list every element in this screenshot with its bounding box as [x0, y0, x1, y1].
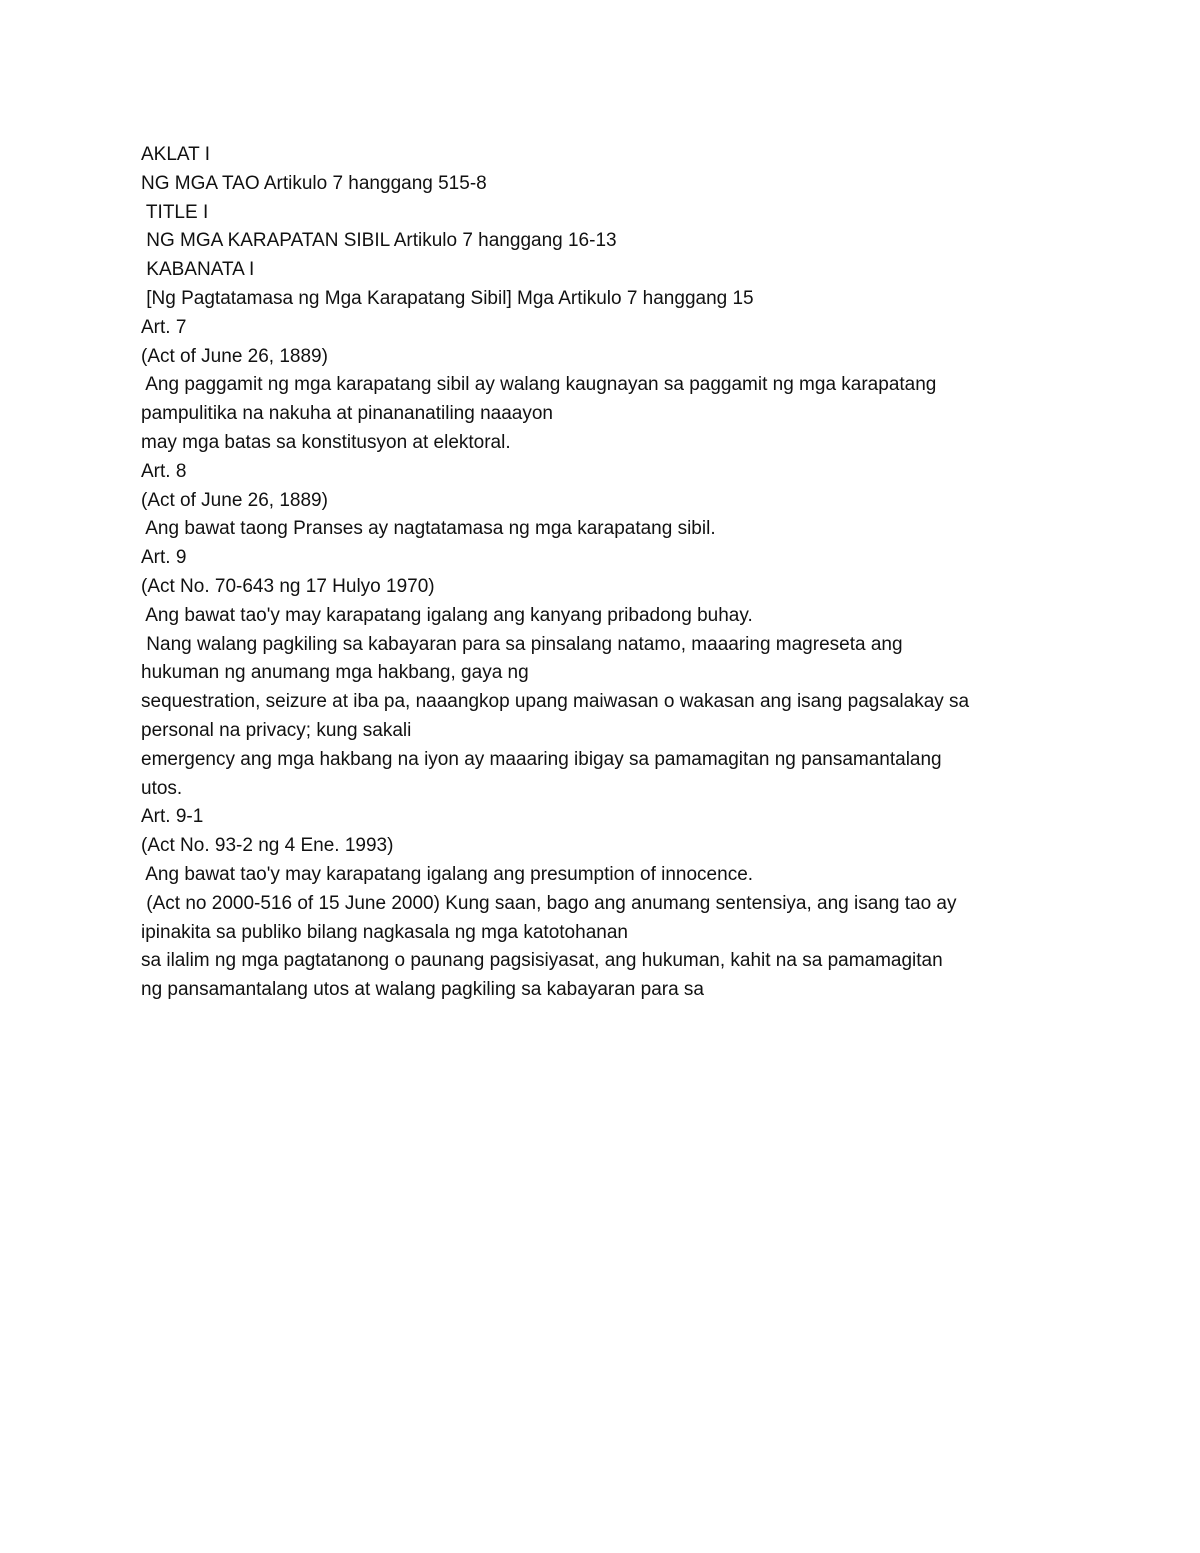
article-9-source: (Act No. 70-643 ng 17 Hulyo 1970) [141, 575, 435, 597]
article-7-text: Ang paggamit ng mga karapatang sibil ay walang kaugnayan sa paggamit ng mga karapatang [141, 374, 937, 396]
article-9-text: utos. [141, 777, 183, 799]
chapter-heading: KABANATA I [141, 259, 255, 281]
article-8-source: (Act of June 26, 1889) [141, 489, 328, 511]
article-9-text: Ang bawat tao'y may karapatang igalang ang kanyang pribadong buhay. [141, 604, 753, 626]
article-7-text: may mga batas sa konstitusyon at elektoral. [141, 431, 511, 453]
article-9-1-text: (Act no 2000-516 of 15 June 2000) Kung saan, bago ang anumang sentensiya, ang isang tao ay [141, 892, 957, 914]
article-8-heading: Art. 8 [141, 460, 187, 482]
article-8-text: Ang bawat taong Pranses ay nagtatamasa ng mga karapatang sibil. [141, 518, 716, 540]
article-9-1-text: ng pansamantalang utos at walang pagkiling sa kabayaran para sa [141, 979, 704, 1001]
article-9-text: sequestration, seizure at iba pa, naaangkop upang maiwasan o wakasan ang isang pagsalakay sa [141, 691, 970, 713]
article-9-1-text: ipinakita sa publiko bilang nagkasala ng mga katotohanan [141, 921, 628, 943]
article-7-heading: Art. 7 [141, 316, 187, 338]
chapter-name: [Ng Pagtatamasa ng Mga Karapatang Sibil] Mga Artikulo 7 hanggang 15 [141, 287, 754, 309]
article-9-heading: Art. 9 [141, 547, 187, 569]
article-9-1-heading: Art. 9-1 [141, 806, 204, 828]
article-9-text: hukuman ng anumang mga hakbang, gaya ng [141, 662, 529, 684]
article-9-1-source: (Act No. 93-2 ng 4 Ene. 1993) [141, 835, 394, 857]
article-9-1-text: Ang bawat tao'y may karapatang igalang ang presumption of innocence. [141, 863, 754, 885]
document-page [141, 141, 1071, 1005]
article-9-text: personal na privacy; kung sakali [141, 719, 412, 741]
article-7-source: (Act of June 26, 1889) [141, 345, 328, 367]
article-9-1-text: sa ilalim ng mga pagtatanong o paunang pagsisiyasat, ang hukuman, kahit na sa pamamagitan [141, 950, 943, 972]
title-heading: TITLE I [141, 201, 209, 223]
title-name: NG MGA KARAPATAN SIBIL Artikulo 7 hanggang 16-13 [141, 230, 617, 252]
book-title: NG MGA TAO Artikulo 7 hanggang 515-8 [141, 172, 487, 194]
article-9-text: emergency ang mga hakbang na iyon ay maaaring ibigay sa pamamagitan ng pansamantalang [141, 748, 942, 770]
book-heading: AKLAT I [141, 144, 210, 165]
article-9-text: Nang walang pagkiling sa kabayaran para sa pinsalang natamo, maaaring magreseta ang [141, 633, 903, 655]
article-7-text: pampulitika na nakuha at pinananatiling naaayon [141, 403, 553, 425]
